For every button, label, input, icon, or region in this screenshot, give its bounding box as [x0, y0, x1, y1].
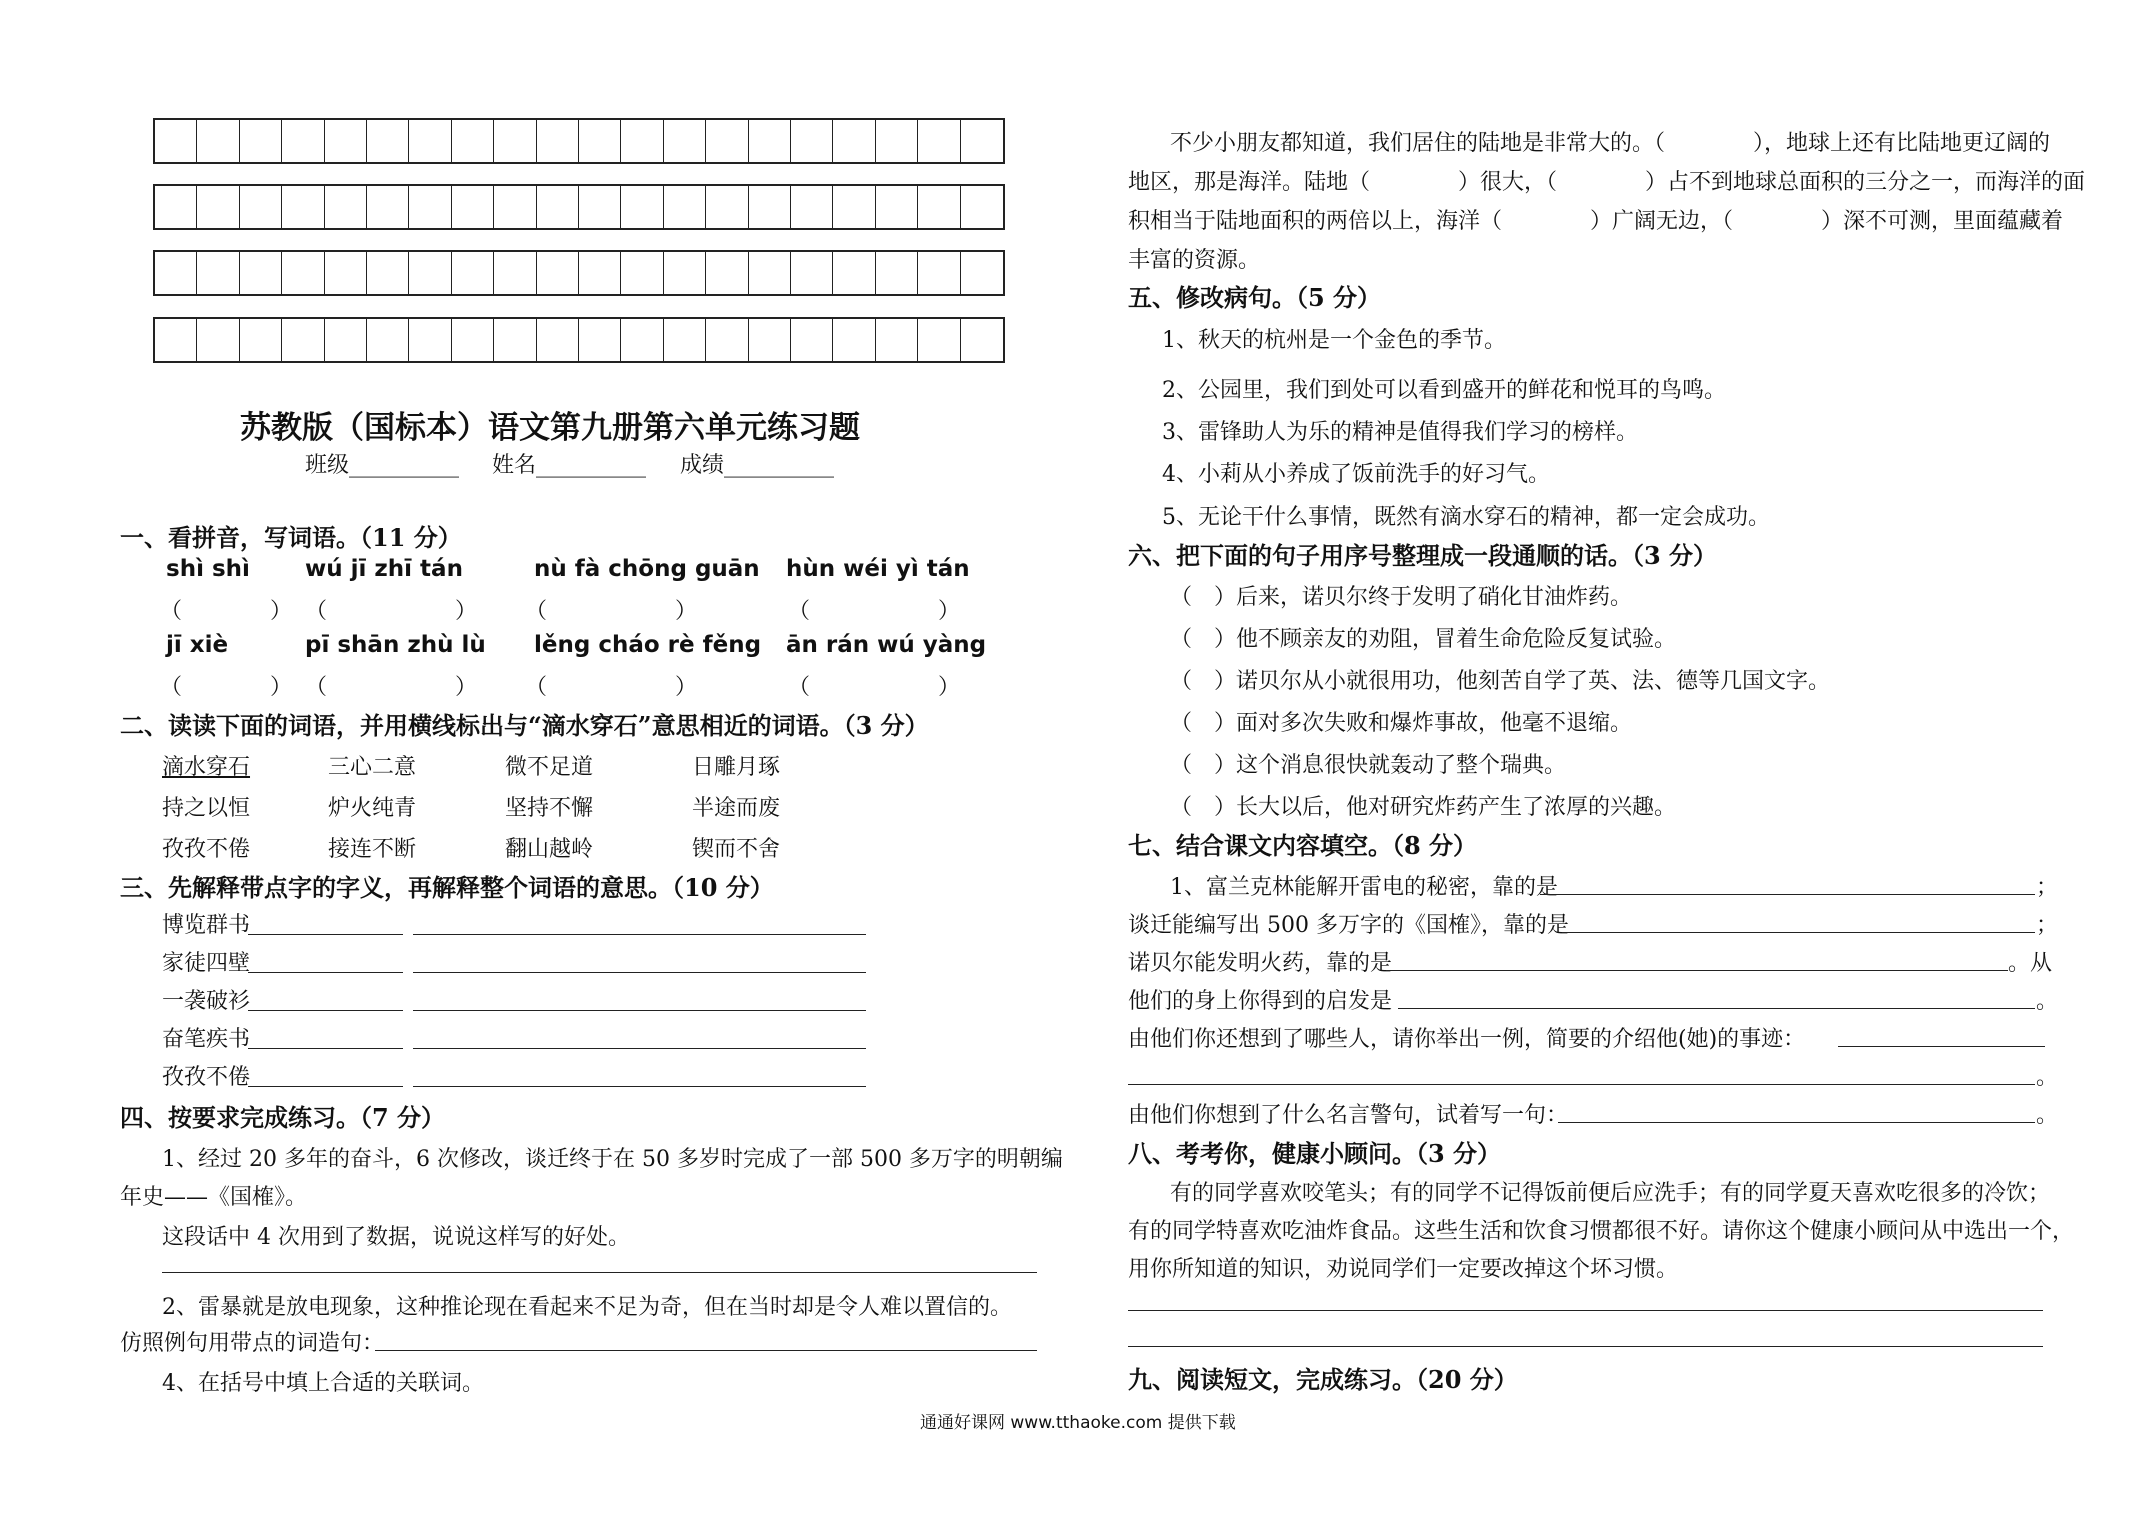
- question-text: 仿照例句用带点的词造句：: [120, 1331, 385, 1356]
- answer-paren[interactable]: （ ）: [525, 675, 706, 700]
- pinyin-3: nù fà chōng guān: [534, 556, 760, 582]
- list-item: 5、无论干什么事情，既然有滴水穿石的精神，都一定会成功。: [1162, 505, 1770, 530]
- idiom-label: 家徒四壁: [162, 951, 251, 976]
- section-7-heading: 七、结合课文内容填空。（8 分）: [1128, 831, 1478, 860]
- list-item: 2、公园里，我们到处可以看到盛开的鲜花和悦耳的鸟鸣。: [1162, 378, 1726, 403]
- word[interactable]: 日雕月琢: [692, 755, 781, 780]
- writing-grid-row-2: [153, 184, 1005, 230]
- answer-line[interactable]: [1838, 1046, 2045, 1047]
- order-item[interactable]: （ ）他不顾亲友的劝阻，冒着生命危险反复试验。: [1170, 627, 1677, 652]
- word[interactable]: 微不足道: [505, 755, 594, 780]
- fill-text: 。从: [2008, 951, 2053, 976]
- answer-line[interactable]: [1398, 1008, 2035, 1009]
- answer-line[interactable]: [1128, 1310, 2043, 1311]
- answer-line[interactable]: [413, 1048, 866, 1049]
- paragraph-line: 用你所知道的知识，劝说同学们一定要改掉这个坏习惯。: [1128, 1257, 1679, 1282]
- pinyin-4: hùn wéi yì tán: [786, 556, 970, 582]
- writing-grid-row-3: [153, 250, 1005, 296]
- name-field[interactable]: 姓名__________: [492, 453, 647, 478]
- answer-paren[interactable]: （ ）: [305, 675, 486, 700]
- period: 。: [2036, 1103, 2059, 1128]
- pinyin-7: lěng cháo rè fěng: [534, 632, 762, 658]
- class-field[interactable]: 班级__________: [305, 453, 460, 478]
- fill-text: 诺贝尔能发明火药，靠的是: [1128, 951, 1393, 976]
- fill-text: 由他们你想到了什么名言警句，试着写一句：: [1128, 1103, 1569, 1128]
- order-item[interactable]: （ ）后来，诺贝尔终于发明了硝化甘油炸药。: [1170, 585, 1633, 610]
- pinyin-2: wú jī zhī tán: [305, 556, 463, 582]
- pinyin-5: jī xiè: [166, 632, 229, 658]
- question-text: 2、雷暴就是放电现象，这种推论现在看起来不足为奇，但在当时却是令人难以置信的。: [162, 1295, 1012, 1320]
- answer-line[interactable]: [413, 1010, 866, 1011]
- word[interactable]: 接连不断: [328, 837, 417, 862]
- idiom-label: 博览群书: [162, 913, 251, 938]
- answer-line[interactable]: [1558, 1122, 2035, 1123]
- answer-line[interactable]: [1540, 894, 2035, 895]
- section-3-heading: 三、先解释带点字的字义，再解释整个词语的意思。（10 分）: [120, 873, 774, 902]
- idiom-label: 孜孜不倦: [162, 1065, 251, 1090]
- list-item: 4、小莉从小养成了饭前洗手的好习气。: [1162, 462, 1550, 487]
- semicolon: ；: [2036, 875, 2059, 900]
- idiom-label: 一袭破衫: [162, 989, 251, 1014]
- answer-line[interactable]: [1128, 1346, 2043, 1347]
- word[interactable]: 炉火纯青: [328, 796, 417, 821]
- answer-line[interactable]: [413, 972, 866, 973]
- list-item: 1、秋天的杭州是一个金色的季节。: [1162, 328, 1506, 353]
- word[interactable]: 翻山越岭: [505, 837, 594, 862]
- word[interactable]: 滴水穿石: [162, 755, 251, 780]
- semicolon: ；: [2036, 913, 2059, 938]
- score-field[interactable]: 成绩__________: [680, 453, 835, 478]
- paragraph-line: 有的同学特喜欢吃油炸食品。这些生活和饮食习惯都很不好。请你这个健康小顾问从中选出一个，: [1128, 1219, 2075, 1244]
- paragraph-line: 地区，那是海洋。陆地（ ）很大，（ ）占不到地球总面积的三分之一，而海洋的面: [1128, 170, 2086, 195]
- answer-line[interactable]: [248, 1086, 403, 1087]
- word[interactable]: 三心二意: [328, 755, 417, 780]
- answer-paren[interactable]: （ ）: [788, 675, 969, 700]
- word[interactable]: 半途而废: [692, 796, 781, 821]
- period: 。: [2036, 1065, 2059, 1090]
- page-title: 苏教版（国标本）语文第九册第六单元练习题: [240, 410, 860, 446]
- word[interactable]: 锲而不舍: [692, 837, 781, 862]
- answer-line[interactable]: [1386, 970, 2008, 971]
- fill-text: 1、富兰克林能解开雷电的秘密，靠的是: [1170, 875, 1558, 900]
- section-4-heading: 四、按要求完成练习。（7 分）: [120, 1103, 446, 1132]
- fill-text: 由他们你还想到了哪些人，请你举出一例，简要的介绍他(她)的事迹：: [1128, 1027, 1806, 1052]
- answer-line[interactable]: [413, 1086, 866, 1087]
- answer-paren[interactable]: （ ）: [160, 599, 293, 624]
- answer-paren[interactable]: （ ）: [160, 675, 293, 700]
- answer-line[interactable]: [248, 934, 403, 935]
- order-item[interactable]: （ ）长大以后，他对研究炸药产生了浓厚的兴趣。: [1170, 795, 1677, 820]
- answer-line[interactable]: [413, 934, 866, 935]
- fill-text: 谈迁能编写出 500 多万字的《国榷》，靠的是: [1128, 913, 1569, 938]
- section-2-heading: 二、读读下面的词语，并用横线标出与“滴水穿石”意思相近的词语。（3 分）: [120, 711, 929, 740]
- order-item[interactable]: （ ）诺贝尔从小就很用功，他刻苦自学了英、法、德等几国文字。: [1170, 669, 1831, 694]
- word[interactable]: 坚持不懈: [505, 796, 594, 821]
- answer-line[interactable]: [1562, 932, 2035, 933]
- answer-line[interactable]: [248, 1010, 403, 1011]
- idiom-label: 奋笔疾书: [162, 1027, 251, 1052]
- list-item: 3、雷锋助人为乐的精神是值得我们学习的榜样。: [1162, 420, 1638, 445]
- question-text: 这段话中 4 次用到了数据，说说这样写的好处。: [162, 1225, 630, 1250]
- paragraph-line: 不少小朋友都知道，我们居住的陆地是非常大的。（ ），地球上还有比陆地更辽阔的: [1170, 131, 2051, 156]
- fill-text: 他们的身上你得到的启发是: [1128, 989, 1393, 1014]
- question-text: 年史——《国榷》。: [120, 1185, 308, 1210]
- pinyin-1: shì shì: [166, 556, 250, 582]
- order-item[interactable]: （ ）这个消息很快就轰动了整个瑞典。: [1170, 753, 1567, 778]
- section-1-heading: 一、看拼音，写词语。（11 分）: [120, 523, 462, 552]
- answer-line[interactable]: [1128, 1084, 2035, 1085]
- question-text: 1、经过 20 多年的奋斗，6 次修改，谈迁终于在 50 多岁时完成了一部 500 多万字的明朝编: [162, 1147, 1063, 1172]
- answer-paren[interactable]: （ ）: [525, 599, 706, 624]
- paragraph-line: 丰富的资源。: [1128, 248, 1261, 273]
- pinyin-8: ān rán wú yàng: [786, 632, 987, 658]
- answer-line[interactable]: [375, 1350, 1037, 1351]
- writing-grid-row-4: [153, 317, 1005, 363]
- period: 。: [2036, 989, 2059, 1014]
- answer-paren[interactable]: （ ）: [305, 599, 486, 624]
- section-8-heading: 八、考考你，健康小顾问。（3 分）: [1128, 1139, 1502, 1168]
- section-5-heading: 五、修改病句。（5 分）: [1128, 283, 1382, 312]
- section-9-heading: 九、阅读短文，完成练习。（20 分）: [1128, 1365, 1518, 1394]
- paragraph-line: 积相当于陆地面积的两倍以上，海洋（ ）广阔无边，（ ）深不可测，里面蕴藏着: [1128, 209, 2064, 234]
- pinyin-6: pī shān zhù lù: [305, 632, 486, 658]
- section-6-heading: 六、把下面的句子用序号整理成一段通顺的话。（3 分）: [1128, 541, 1718, 570]
- question-text: 4、在括号中填上合适的关联词。: [162, 1371, 484, 1396]
- footer-credit: 通通好课网 www.tthaoke.com 提供下载: [920, 1413, 1236, 1433]
- word[interactable]: 孜孜不倦: [162, 837, 251, 862]
- writing-grid-row-1: [153, 118, 1005, 164]
- answer-line[interactable]: [162, 1272, 1037, 1273]
- word[interactable]: 持之以恒: [162, 796, 251, 821]
- paragraph-line: 有的同学喜欢咬笔头；有的同学不记得饭前便后应洗手；有的同学夏天喜欢吃很多的冷饮；: [1170, 1181, 2051, 1206]
- answer-paren[interactable]: （ ）: [788, 599, 969, 624]
- order-item[interactable]: （ ）面对多次失败和爆炸事故，他毫不退缩。: [1170, 711, 1633, 736]
- answer-line[interactable]: [248, 1048, 403, 1049]
- answer-line[interactable]: [248, 972, 403, 973]
